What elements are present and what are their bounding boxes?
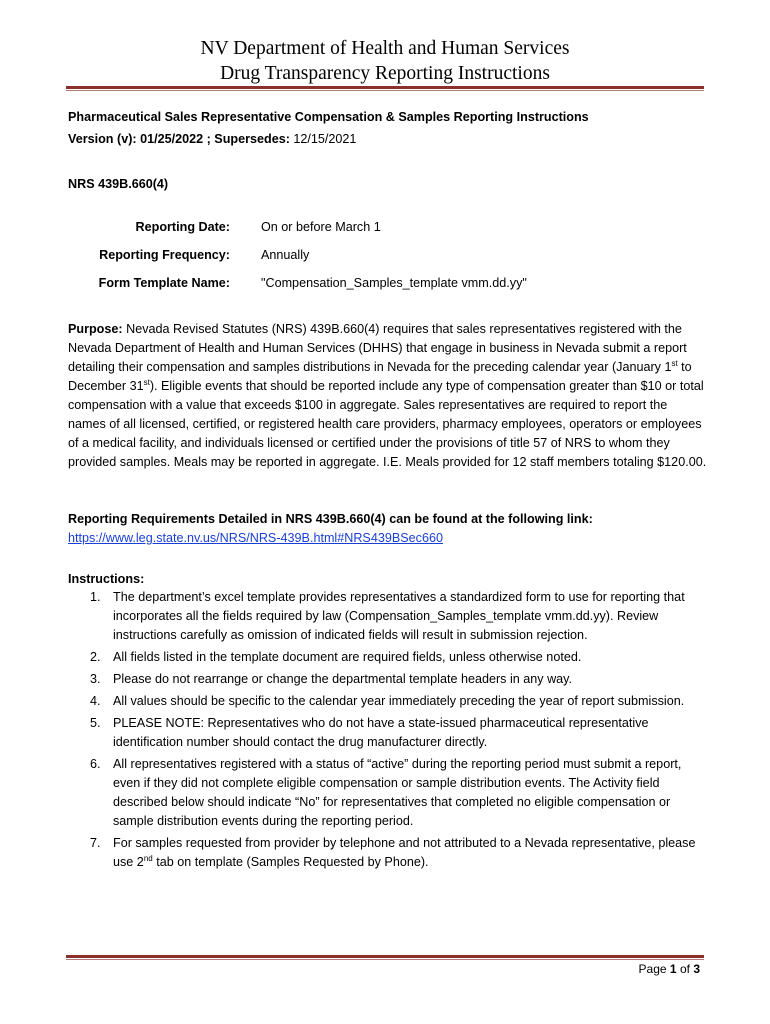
instruction-text: All representatives registered with a status of “active” during the reporting period must submit a report, even if they did not complete eligible compensation or sample distribution events. The Activity field described below should indicate “No” for representatives that completed no eligible compensation or sample distribution events during the reporting period. <box>113 757 682 828</box>
purpose-text-b: to December 31 <box>68 360 692 393</box>
footer-rule-thin <box>66 959 704 960</box>
instruction-item <box>68 714 708 752</box>
meta-row-reporting-date <box>68 217 668 237</box>
instruction-text: All fields listed in the template document are required fields, unless otherwise noted. <box>113 650 582 664</box>
requirements-link-line <box>68 529 704 548</box>
purpose-label: Purpose: <box>68 322 123 336</box>
instruction-text: All values should be specific to the calendar year immediately preceding the year of report submission. <box>113 694 685 708</box>
instruction-item <box>68 755 708 831</box>
instruction-number: 3. <box>90 672 101 686</box>
instruction-number: 4. <box>90 694 101 708</box>
instruction-text: PLEASE NOTE: Representatives who do not have a state-issued pharmaceutical representative identification number should contact the drug manufacturer directly. <box>113 716 649 749</box>
page-counter <box>639 961 700 977</box>
meta-row-form-template <box>68 273 668 293</box>
version-supersedes: 12/15/2021 <box>293 132 357 146</box>
meta-value: On or before March 1 <box>261 220 381 234</box>
meta-value: Annually <box>261 248 310 262</box>
instruction-text: Please do not rearrange or change the departmental template headers in any way. <box>113 672 573 686</box>
nrs-link[interactable]: https://www.leg.state.nv.us/NRS/NRS-439B.html#NRS439BSec660 <box>68 531 443 545</box>
version-line <box>68 130 704 149</box>
page-total: 3 <box>693 962 700 976</box>
purpose-text-a: Nevada Revised Statutes (NRS) 439B.660(4) requires that sales representatives registered with the Nevada Department of Health and Human Services (DHHS) that engage in business in Nevada submit a report detailing their compensation and samples distributions in Nevada for the preceding calendar year (January 1 <box>68 322 687 374</box>
meta-label: Form Template Name: <box>98 276 230 290</box>
meta-label: Reporting Frequency: <box>99 248 230 262</box>
meta-label: Reporting Date: <box>135 220 230 234</box>
instruction-sup: nd <box>143 853 153 863</box>
page-word: Page <box>638 962 667 976</box>
purpose-sup-1: st <box>671 358 678 368</box>
statute-reference: NRS 439B.660(4) <box>68 177 169 191</box>
header-rule-thin <box>66 90 704 91</box>
version-label: Version (v): 01/25/2022 ; Supersedes: <box>68 132 290 146</box>
instruction-number: 2. <box>90 650 101 664</box>
footer-rule <box>66 955 704 958</box>
purpose-sup-2: st <box>143 377 150 387</box>
instruction-text-a: For samples requested from provider by telephone and not attributed to a Nevada representative, please use 2 <box>113 836 696 869</box>
page-of-word: of <box>679 962 690 976</box>
document-header <box>0 36 770 86</box>
purpose-paragraph <box>68 320 708 472</box>
instruction-item <box>68 692 708 711</box>
header-line-2: Drug Transparency Reporting Instructions <box>220 63 550 84</box>
meta-value: "Compensation_Samples_template vmm.dd.yy" <box>261 276 527 290</box>
instruction-item <box>68 588 708 645</box>
instruction-number: 6. <box>90 757 101 771</box>
document-title: Pharmaceutical Sales Representative Compensation & Samples Reporting Instructions <box>68 110 589 124</box>
instruction-item <box>68 648 708 667</box>
instruction-item <box>68 834 708 872</box>
instruction-text-b: tab on template (Samples Requested by Phone). <box>152 855 429 869</box>
instructions-heading: Instructions: <box>68 572 145 586</box>
header-rule <box>66 86 704 89</box>
instruction-item <box>68 670 708 689</box>
page-current: 1 <box>669 962 677 976</box>
instruction-text: The department’s excel template provides representatives a standardized form to use for reporting that incorporates all the fields required by law (Compensation_Samples_template vmm.dd.yy). Review instructions carefully as omission of indicated fields will result in submission rejection. <box>113 590 685 642</box>
requirements-heading: Reporting Requirements Detailed in NRS 439B.660(4) can be found at the following link: <box>68 512 593 526</box>
meta-row-reporting-frequency <box>68 245 668 265</box>
instructions-list <box>68 588 708 875</box>
header-line-1: NV Department of Health and Human Services <box>200 38 570 59</box>
instruction-number: 1. <box>90 590 101 604</box>
purpose-text-c: ). Eligible events that should be reported include any type of compensation greater than $10 or total compensation with a value that exceeds $100 in aggregate. Sales representatives are required to report the names of all licensed, certified, or registered health care providers, pharmacy employees, operators or employees of a medical facility, and individuals licensed or certified under the provisions of title 57 of NRS to whom they provided samples. Meals may be reported in aggregate. I.E. Meals provided for 12 staff members totaling $120.00. <box>68 379 707 469</box>
instruction-number: 7. <box>90 836 101 850</box>
instruction-number: 5. <box>90 716 101 730</box>
